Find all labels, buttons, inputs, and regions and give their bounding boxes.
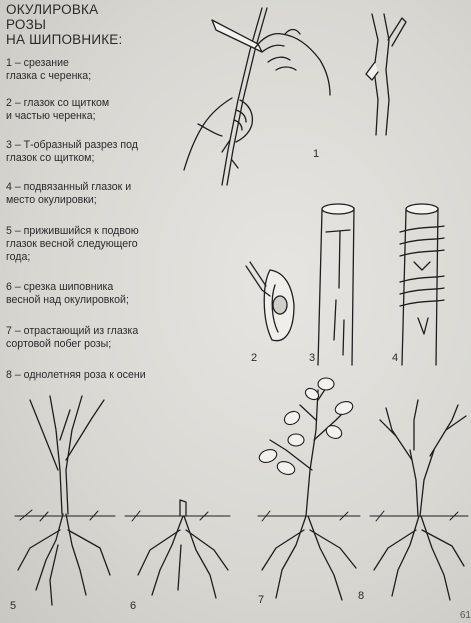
figure-7-leaves <box>257 378 354 477</box>
figure-number-6: 6 <box>130 600 137 612</box>
figure-1-cutting-bud <box>184 8 406 185</box>
title-line-1: ОКУЛИРОВКА <box>6 2 99 17</box>
figure-6-cut-rootstock <box>138 500 228 598</box>
figure-7-growing-shoot <box>262 385 356 600</box>
figure-number-1: 1 <box>313 148 320 160</box>
figure-5-healed-bud <box>18 396 110 605</box>
legend-item-8: 8 – однолетняя роза к осени <box>6 369 146 381</box>
legend-item-7: 7 – отрастающий из глазка сортовой побег розы; <box>6 325 139 350</box>
title-line-3: НА ШИПОВНИКЕ: <box>6 32 123 47</box>
legend-item-1: 1 – срезание глазка с черенка; <box>6 57 92 82</box>
legend-item-6: 6 – срезка шиповника весной над окулировкой; <box>6 281 129 306</box>
soil-lines <box>15 510 468 521</box>
figure-number-5: 5 <box>10 600 17 612</box>
figure-8-one-year-rose <box>374 400 466 600</box>
legend-item-4: 4 – подвязанный глазок и место окулировки; <box>6 181 132 206</box>
figure-number-8: 8 <box>358 590 365 602</box>
page-number: 61 <box>459 610 471 621</box>
legend-item-5: 5 – прижившийся к подвою глазок весной следующего года; <box>6 225 139 263</box>
figure-number-4: 4 <box>392 352 399 364</box>
figure-number-2: 2 <box>251 352 258 364</box>
figure-number-3: 3 <box>309 352 316 364</box>
figure-number-7: 7 <box>258 594 265 606</box>
legend-item-2: 2 – глазок со щитком и частью черенка; <box>6 97 110 122</box>
title-line-2: РОЗЫ <box>6 17 47 32</box>
figure-2-bud-shield <box>246 262 294 341</box>
figure-4-tied-bud <box>400 204 444 365</box>
figure-3-t-cut <box>318 204 354 365</box>
legend-item-3: 3 – Т-образный разрез под глазок со щитком; <box>6 139 138 164</box>
